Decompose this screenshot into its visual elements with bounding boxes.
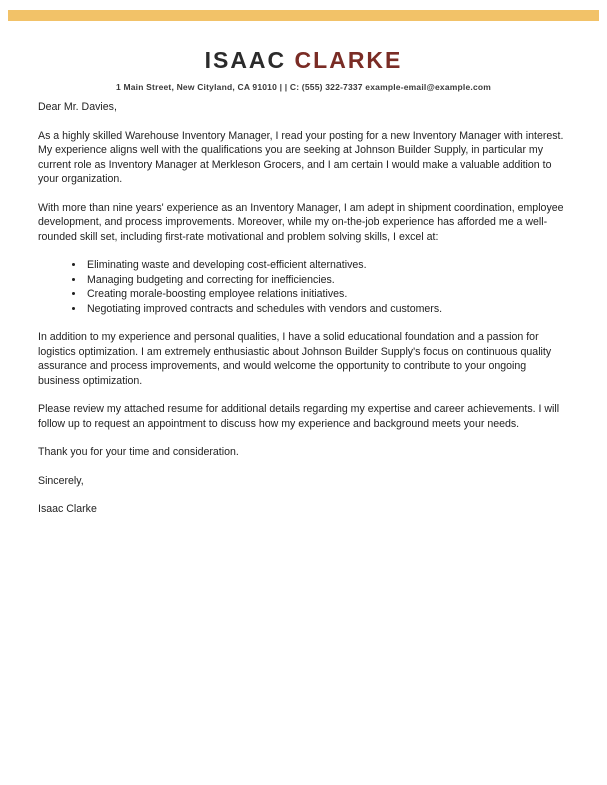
signoff-block (38, 445, 565, 517)
salutation: Dear Mr. Davies, (38, 101, 117, 113)
signature-name: Isaac Clarke (38, 503, 97, 515)
paragraph-followup: Please review my attached resume for additional details regarding my expertise and career achievements. I will follow up to request an appointment to discuss how my experience and background meets your needs. (38, 403, 560, 430)
paragraph-experience: With more than nine years' experience as an Inventory Manager, I am adept in shipment coordination, employee development, and process improvements. Moreover, while my on-the-job experience has afforded me a well-rounded skill set, including first-rate motivational and problem solving skills, I excel at: (38, 201, 564, 243)
applicant-name (0, 48, 607, 73)
bullet-item: • Creating morale-boosting employee relations initiatives. (85, 287, 565, 302)
paragraph-intro: As a highly skilled Warehouse Inventory Manager, I read your posting for a new Inventory Manager with interest. My experience aligns well with the qualifications you are seeking at Johnson Builder Supply, in particular my current role as Inventory Manager at Merkleson Grocers, and I am certain I would make a valuable addition to your organization. (38, 129, 564, 185)
letter-header (0, 48, 607, 92)
accent-bar (8, 10, 599, 21)
contact-line: 1 Main Street, New Cityland, CA 91010 | | C: (555) 322-7337 example-email@example.com (115, 82, 492, 93)
applicant-first-name: ISAAC (204, 47, 287, 73)
thanks-line: Thank you for your time and consideration. (38, 446, 239, 458)
bullet-item: • Negotiating improved contracts and schedules with vendors and customers. (85, 302, 565, 317)
bullet-item: • Eliminating waste and developing cost-efficient alternatives. (85, 258, 565, 273)
bullet-item: • Managing budgeting and correcting for inefficiencies. (85, 273, 565, 288)
letter-body (38, 100, 565, 531)
signoff-line: Sincerely, (38, 474, 84, 487)
skills-bullet-list (85, 258, 565, 316)
applicant-last-name: CLARKE (294, 47, 403, 73)
paragraph-education: In addition to my experience and personal qualities, I have a solid educational foundation and a passion for logistics optimization. I am extremely enthusiastic about Johnson Builder Supply's focus on continuous quality assurance and process improvements, and would welcome the opportunity to contribute to your ongoing business optimization. (38, 331, 552, 387)
